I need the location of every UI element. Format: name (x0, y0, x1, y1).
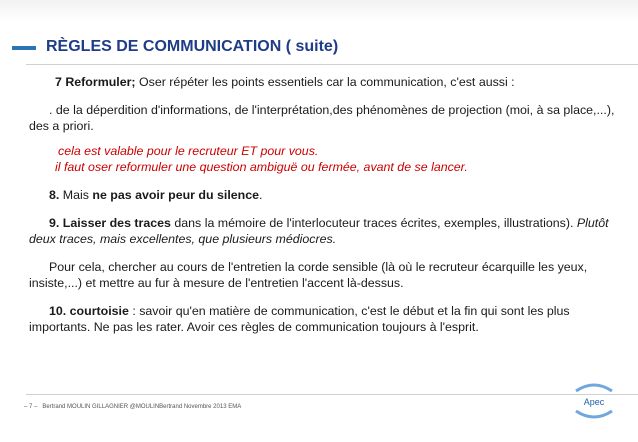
item-10 (29, 303, 625, 335)
item-10-text: : savoir qu'en matière de communication, c'est le début et la fin qui sont les plus importants. Ne pas les rater. Avoir ces règles de communication toujours à l'esprit. (29, 304, 570, 334)
sensible-paragraph: Pour cela, chercher au cours de l'entretien la corde sensible (là où le recruteur écarquille les yeux, insiste,...) et mettre au fur à mesure de l'entretien l'accent là-dessus. (29, 260, 588, 290)
item-8-bold: ne pas avoir peur du silence (92, 188, 260, 202)
footer-divider (26, 394, 638, 395)
title-dash (12, 46, 36, 50)
item-8 (29, 187, 625, 203)
slide-title: RÈGLES DE COMMUNICATION ( suite) (46, 38, 339, 55)
apec-logo (572, 381, 616, 421)
page-number: – 7 – (24, 404, 38, 410)
item-7 (29, 74, 625, 90)
item-7-label: 7 Reformuler; (55, 75, 136, 89)
item-8-number: 8. (49, 188, 60, 202)
item-7-note-2: il faut oser reformuler une question ambiguë ou fermée, avant de se lancer. (55, 160, 468, 174)
logo-text: Apec (583, 397, 605, 407)
item-9-label: 9. Laisser des traces (49, 216, 171, 230)
item-9-text: dans la mémoire de l'interlocuteur traces écrites, exemples, illustrations). (170, 216, 577, 230)
title-divider (26, 64, 638, 65)
item-7-note-1: cela est valable pour le recruteur ET pour vous. (58, 144, 319, 158)
footer (24, 404, 241, 410)
top-stripe (0, 0, 638, 22)
item-9-italic: Plutôt deux traces, mais excellentes, que plusieurs médiocres. (29, 216, 609, 246)
item-7-text: Oser répéter les points essentiels car la communication, c'est aussi : (135, 75, 515, 89)
item-8-pre: Mais (59, 188, 93, 202)
logo-arc-bottom (576, 411, 612, 417)
item-9 (29, 215, 625, 247)
item-7-detail: . de la déperdition d'informations, de l'interprétation,des phénomènes de projection (moi, à sa place,...), des a priori. (29, 103, 615, 133)
footer-credits: Bertrand MOULIN GILLAGNIER @MOULINBertrand Novembre 2013 EMA (42, 404, 242, 410)
slide-body (29, 74, 625, 335)
item-8-post: . (259, 188, 263, 202)
item-10-label: 10. courtoisie (49, 304, 129, 318)
logo-arc-top (576, 385, 612, 391)
